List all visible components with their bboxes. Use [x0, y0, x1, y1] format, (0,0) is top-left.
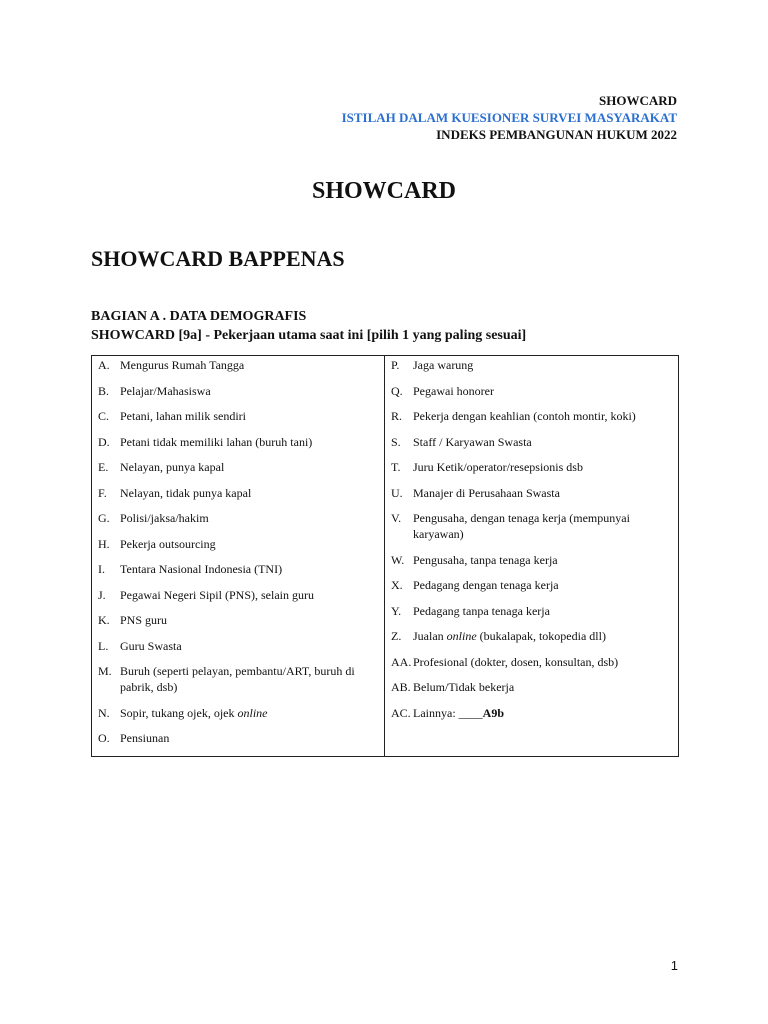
item-key: T.: [391, 460, 401, 474]
item-text-bold: A9b: [482, 705, 504, 720]
item-key: Q.: [391, 383, 403, 398]
item-text-main: Juru Ketik/operator/resepsionis dsb: [413, 460, 583, 474]
item-text: [413, 357, 670, 373]
list-item: [391, 705, 670, 721]
item-text: [120, 485, 376, 501]
list-item: [98, 357, 376, 373]
item-text: [413, 705, 670, 721]
item-text-main: Pedagang tanpa tenaga kerja: [413, 603, 550, 618]
item-text: [120, 408, 376, 424]
list-item: [98, 663, 376, 695]
list-item: [98, 434, 376, 450]
list-item: [98, 408, 376, 424]
item-key: L.: [98, 638, 109, 653]
item-text-after: (bukalapak, tokopedia dll): [479, 629, 606, 643]
item-text-italic: online: [446, 629, 477, 643]
item-key: J.: [98, 587, 106, 602]
item-text: [120, 434, 376, 450]
item-text: [413, 510, 670, 542]
item-key: S.: [391, 434, 401, 449]
list-item: [391, 357, 670, 373]
right-column: [385, 356, 679, 757]
item-text: [120, 383, 376, 399]
item-text-main: Pengusaha, tanpa tenaga kerja: [413, 552, 558, 567]
item-key: H.: [98, 536, 110, 551]
item-key: V.: [391, 511, 402, 525]
list-item: [98, 485, 376, 501]
item-text-main: Tentara Nasional Indonesia (TNI): [120, 562, 283, 576]
item-text-main: Jaga warung: [413, 358, 474, 372]
item-text-main: Pengusaha, dengan tenaga kerja (mempunyai karyawan): [413, 511, 630, 541]
item-text-italic: online: [237, 705, 268, 720]
list-item: [98, 612, 376, 628]
list-item: [391, 603, 670, 619]
list-item: [391, 552, 670, 568]
item-text-main: Jualan: [413, 629, 444, 643]
item-text-main: Petani tidak memiliki lahan (buruh tani): [120, 434, 313, 449]
item-text-main: Nelayan, tidak punya kapal: [120, 485, 252, 500]
item-text: [413, 459, 670, 475]
list-item: [391, 434, 670, 450]
item-text-main: Staff / Karyawan Swasta: [413, 434, 532, 449]
item-text-main: Belum/Tidak bekerja: [413, 680, 515, 694]
item-text-main: Profesional (dokter, dosen, konsultan, dsb): [413, 654, 619, 669]
item-text: [413, 679, 670, 695]
showcard-label: SHOWCARD [9a] - Pekerjaan utama saat ini [pilih 1 yang paling sesuai]: [91, 328, 527, 343]
item-text-main: Pekerja dengan keahlian (contoh montir, koki): [413, 409, 636, 423]
section-header: [91, 307, 526, 345]
list-item: [391, 383, 670, 399]
item-text-main: PNS guru: [120, 613, 168, 627]
list-item: [391, 654, 670, 670]
item-key: W.: [391, 552, 405, 567]
list-item: [391, 679, 670, 695]
item-text: [413, 552, 670, 568]
page-title: SHOWCARD: [311, 178, 456, 204]
item-text-main: Polisi/jaksa/hakim: [120, 511, 209, 525]
item-text-main: Buruh (seperti pelayan, pembantu/ART, buruh di pabrik, dsb): [120, 664, 355, 694]
item-text-main: Mengurus Rumah Tangga: [120, 358, 245, 372]
list-item: [391, 510, 670, 542]
item-key: AA.: [391, 654, 412, 669]
list-item: [98, 536, 376, 552]
list-item: [98, 561, 376, 577]
item-key: A.: [98, 358, 110, 372]
item-key: N.: [98, 705, 110, 720]
list-item: [98, 638, 376, 654]
item-text: [120, 705, 376, 721]
item-text: [120, 536, 376, 552]
document-header: [342, 92, 677, 143]
list-item: [98, 705, 376, 721]
item-text: [120, 612, 376, 628]
list-item: [391, 485, 670, 501]
item-key: C.: [98, 409, 110, 423]
section-heading: BAGIAN A . DATA DEMOGRAFIS: [91, 309, 307, 324]
item-text-main: Nelayan, punya kapal: [120, 460, 225, 474]
left-column: [92, 356, 385, 757]
list-item: [98, 587, 376, 603]
item-key: D.: [98, 434, 110, 449]
item-key: Y.: [391, 603, 402, 618]
item-key: G.: [98, 511, 110, 525]
item-text: [120, 510, 376, 526]
item-key: U.: [391, 485, 403, 500]
list-item: [391, 577, 670, 593]
list-item: [98, 459, 376, 475]
item-text: [120, 561, 376, 577]
list-item: [391, 459, 670, 475]
item-text: [120, 730, 376, 746]
item-text-main: Lainnya: ____: [413, 705, 483, 720]
item-text: [413, 434, 670, 450]
item-text: [413, 577, 670, 593]
item-key: I.: [98, 562, 105, 576]
item-key: M.: [98, 664, 112, 678]
item-text: [413, 654, 670, 670]
item-text-main: Manajer di Perusahaan Swasta: [413, 485, 560, 500]
item-key: Z.: [391, 629, 402, 643]
page-subtitle: SHOWCARD BAPPENAS: [91, 246, 345, 271]
item-text-main: Guru Swasta: [120, 638, 182, 653]
item-text-main: Pegawai honorer: [413, 383, 494, 398]
item-key: B.: [98, 383, 110, 398]
item-key: R.: [391, 409, 403, 423]
item-text-main: Pensiunan: [120, 731, 170, 745]
item-text: [120, 459, 376, 475]
page-number: 1: [670, 958, 678, 973]
item-key: P.: [391, 358, 400, 372]
item-text-main: Pedagang dengan tenaga kerja: [413, 578, 559, 592]
item-text: [413, 408, 670, 424]
item-key: F.: [98, 485, 107, 500]
header-line-2: ISTILAH DALAM KUESIONER SURVEI MASYARAKAT: [341, 110, 677, 125]
header-line-3: INDEKS PEMBANGUNAN HUKUM 2022: [436, 127, 677, 142]
item-key: AB.: [391, 680, 411, 694]
header-line-1: SHOWCARD: [598, 93, 677, 108]
item-text-main: Sopir, tukang ojek, ojek: [120, 705, 235, 720]
list-item: [98, 510, 376, 526]
item-key: X.: [391, 578, 403, 592]
item-text-main: Pekerja outsourcing: [120, 536, 216, 551]
list-item: [98, 383, 376, 399]
item-text: [120, 663, 376, 695]
list-item: [391, 628, 670, 644]
item-text: [413, 603, 670, 619]
item-text: [120, 357, 376, 373]
options-table: [91, 355, 679, 757]
item-key: O.: [98, 731, 110, 745]
item-text: [413, 628, 670, 644]
item-text: [120, 638, 376, 654]
item-text: [413, 485, 670, 501]
item-text: [413, 383, 670, 399]
item-key: K.: [98, 613, 110, 627]
item-text-main: Petani, lahan milik sendiri: [120, 409, 246, 423]
item-text: [120, 587, 376, 603]
item-key: AC.: [391, 705, 411, 720]
item-text-main: Pelajar/Mahasiswa: [120, 383, 211, 398]
list-item: [391, 408, 670, 424]
item-key: E.: [98, 460, 109, 474]
item-text-main: Pegawai Negeri Sipil (PNS), selain guru: [120, 587, 314, 602]
list-item: [98, 730, 376, 746]
